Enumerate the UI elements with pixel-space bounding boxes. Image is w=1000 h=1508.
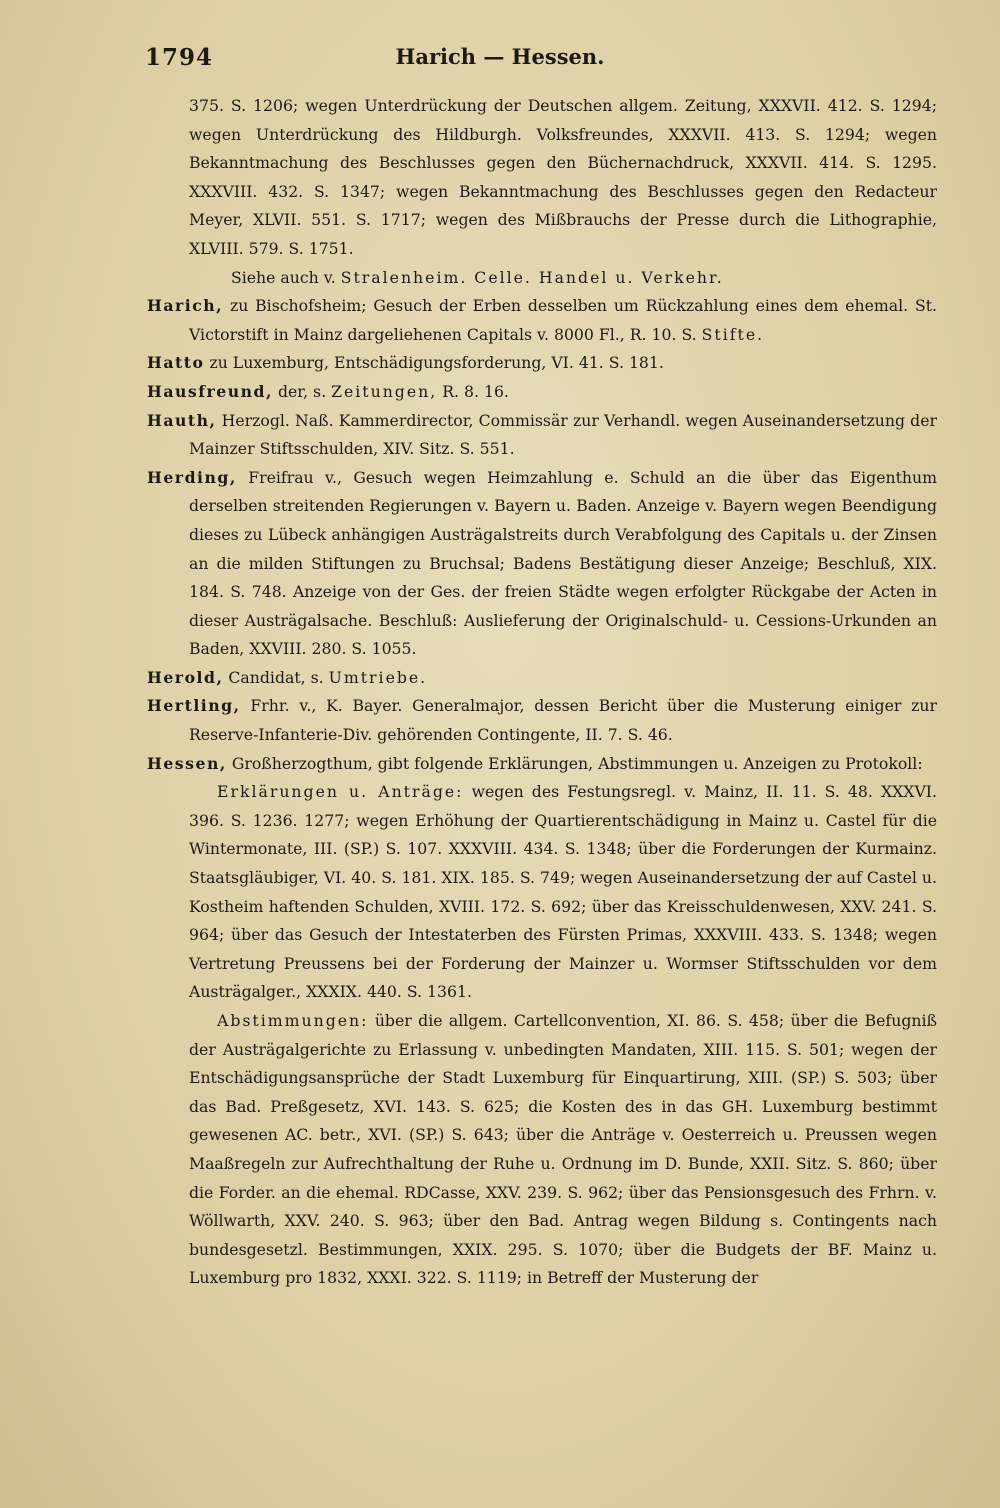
entry-hertling (147, 692, 937, 749)
entry-hessen (147, 750, 937, 779)
entry-text: zu Luxemburg, Entschädigungsforderung, VI. 41. S. 181. (209, 353, 664, 373)
cross-ref: Umtriebe. (328, 667, 428, 687)
entry-hatto (147, 349, 937, 378)
subsection-text: wegen des Festungsregl. v. Mainz, II. 11. S. 48. XXXVI. 396. S. 1236. 1277; wegen Erhöhung der Quartierentschädigung in Mainz u. Castel für die Wintermonate, III. (SP.) S. 107. XXXVIII. 434. S. 1348; über die Forderungen der Kurmainz. Staatsgläubiger, VI. 40. S. 181. XIX. 185. S. 749; wegen Auseinandersetzung der auf Castel u. Kostheim haftenden Schulden, XVIII. 172. S. 692; über das Kreisschuldenwesen, XXV. 241. S. 964; über das Gesuch der Intestaterben des Fürsten Primas, XXXVIII. 433. S. 1348; wegen Vertretung Preussens bei der Forderung der Mainzer u. Wormser Stiftsschulden vor dem Austrägalger., XXXIX. 440. S. 1361. (189, 782, 937, 1002)
entry-tail: R. 8. 16. (442, 381, 509, 401)
entry-text: der, s. (277, 381, 327, 401)
entry-text: Großherzogthum, gibt folgende Erklärungen, Abstimmungen u. Anzeigen zu Protokoll: (231, 753, 923, 773)
headword: Hessen, (147, 753, 227, 773)
headword: Hatto (147, 353, 205, 373)
page-header (0, 44, 1000, 94)
entry-text: Herzogl. Naß. Kammerdirector, Commissär zur Verhandl. wegen Auseinandersetzung der Mainzer Stiftsschulden, XIV. Sitz. S. 551. (189, 410, 937, 459)
subsection-label: Abstimmungen: (217, 1011, 369, 1030)
entry-text: Frhr. v., K. Bayer. Generalmajor, dessen Bericht über die Musterung einiger zur Reserve-Infanterie-Div. gehörenden Contingente, II. 7. S. 46. (189, 696, 937, 745)
see-also-refs: Stralenheim. Celle. Handel u. Verkehr. (340, 267, 724, 287)
headword: Herding, (147, 467, 237, 487)
entry-text: Freifrau v., Gesuch wegen Heimzahlung e. Schuld an die über das Eigenthum derselben streitenden Regierungen v. Bayern u. Baden. Anzeige v. Bayern wegen Beendigung dieses zu Lübeck anhängigen Austrägalstreits durch Verabfolgung des Capitals u. der Zinsen an die milden Stiftungen zu Bruchsal; Badens Bestätigung dieser Anzeige; Beschluß, XIX. 184. S. 748. Anzeige von der Ges. der freien Städte wegen erfolgter Rückgabe der Acten in dieser Austrägalsache. Beschluß: Auslieferung der Originalschuld- u. Cessions-Urkunden an Baden, XXVIII. 280. S. 1055. (189, 467, 937, 659)
continued-text: 375. S. 1206; wegen Unterdrückung der Deutschen allgem. Zeitung, XXXVII. 412. S. 1294; wegen Unterdrückung des Hildburgh. Volksfreundes, XXXVII. 413. S. 1294; wegen Bekanntmachung des Beschlusses gegen den Büchernachdruck, XXXVII. 414. S. 1295. XXXVIII. 432. S. 1347; wegen Bekanntmachung des Beschlusses gegen den Redacteur Meyer, XLVII. 551. S. 1717; wegen des Mißbrauchs der Presse durch die Lithographie, XLVIII. 579. S. 1751. (189, 96, 937, 258)
entry-hausfreund (147, 378, 937, 407)
subsection-label: Erklärungen u. Anträge: (217, 782, 464, 802)
cross-ref: Stifte. (701, 324, 765, 344)
see-also (147, 264, 937, 293)
entry-text: zu Bischofsheim; Gesuch der Erben desselben um Rückzahlung eines dem ehemal. St. Victorstift in Mainz dargeliehenen Capitals v. 8000 Fl., R. 10. S. (189, 296, 937, 344)
index-body (147, 92, 937, 1293)
hessen-abstimmungen (147, 1007, 937, 1293)
running-head: Harich — Hessen. (395, 44, 605, 69)
entry-hauth (147, 407, 937, 464)
continued-entry (147, 92, 937, 264)
entry-text: Candidat, s. (228, 667, 324, 687)
entry-harich (147, 292, 937, 349)
headword: Harich, (147, 296, 224, 316)
hessen-erklaerungen (147, 778, 937, 1007)
subsection-text: über die allgem. Cartellconvention, XI. 86. S. 458; über die Befugniß der Austrägalgerichte zu Erlassung v. unbedingten Mandaten, XIII. 115. S. 501; wegen der Entschädigungsansprüche der Stadt Luxemburg für Einquartirung, XIII. (SP.) S. 503; über das Bad. Preßgesetz, XVI. 143. S. 625; die Kosten des in das GH. Luxemburg bestimmt gewesenen AC. betr., XVI. (SP.) S. 643; über die Anträge v. Oesterreich u. Preussen wegen Maaßregeln zur Aufrechthaltung der Ruhe u. Ordnung im D. Bunde, XXII. Sitz. S. 860; über die Forder. an die ehemal. RDCasse, XXV. 239. S. 962; über das Pensionsgesuch des Frhrn. v. Wöllwarth, XXV. 240. S. 963; über den Bad. Antrag wegen Bildung s. Contingents nach bundesgesetzl. Bestimmungen, XXIX. 295. S. 1070; über die Budgets der BF. Mainz u. Luxemburg pro 1832, XXXI. 322. S. 1119; in Betreff der Musterung der (189, 1011, 937, 1288)
headword: Hauth, (147, 410, 217, 430)
page-number: 1794 (145, 44, 214, 71)
headword: Hausfreund, (147, 381, 273, 401)
cross-ref: Zeitungen, (331, 381, 438, 401)
entry-herold (147, 664, 937, 693)
headword: Herold, (147, 667, 224, 687)
entry-herding (147, 464, 937, 664)
see-also-prefix: Siehe auch v. (231, 267, 336, 287)
headword: Hertling, (147, 696, 241, 716)
